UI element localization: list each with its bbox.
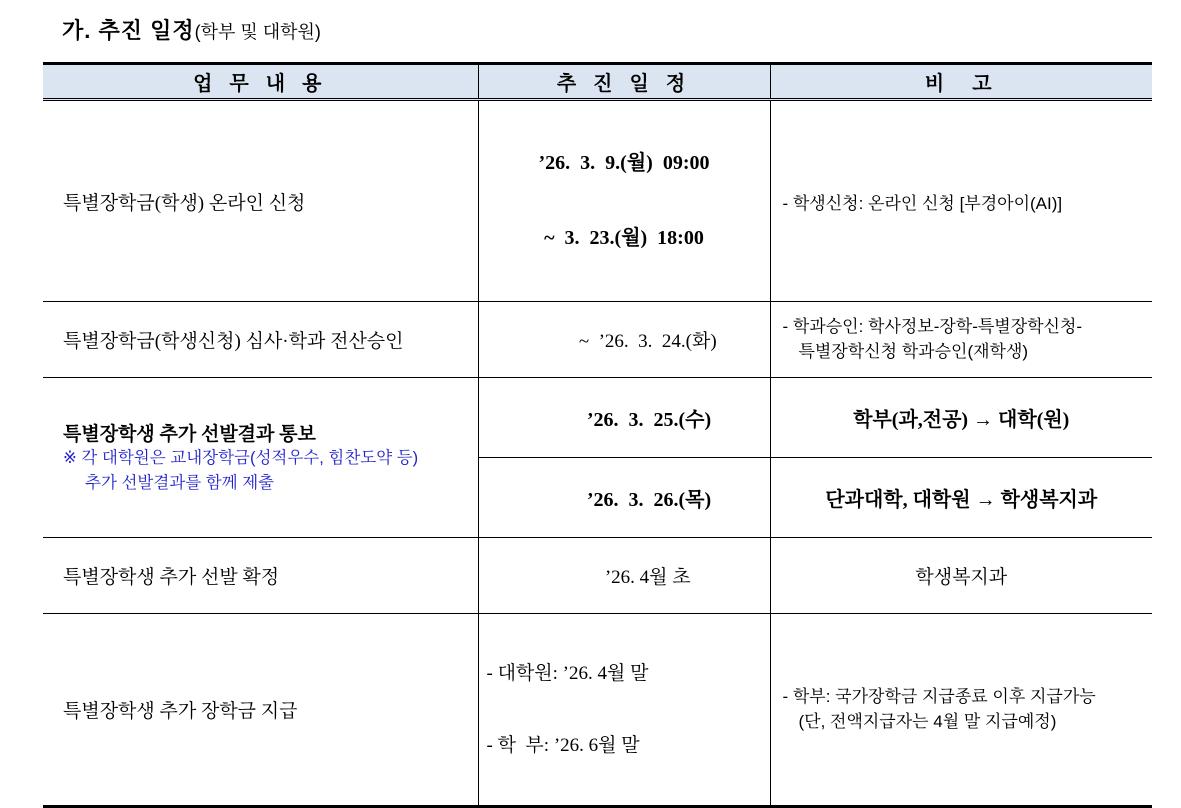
cell-schedule bbox=[478, 614, 770, 807]
schedule-label: ~ ’26. 3. 24.(화) bbox=[578, 331, 717, 352]
table-row-selection-confirm bbox=[43, 538, 1152, 614]
note-line: - 학생신청: 온라인 신청 [부경아이(AI)] bbox=[782, 193, 1063, 213]
table-header-row bbox=[43, 64, 1152, 100]
cell-note bbox=[770, 538, 1152, 614]
schedule-label: ’26. 3. 25.(수) bbox=[586, 409, 712, 431]
cell-note bbox=[770, 378, 1152, 458]
section-title bbox=[62, 14, 321, 45]
cell-note bbox=[770, 100, 1152, 302]
cell-schedule bbox=[478, 302, 770, 378]
schedule-table bbox=[43, 62, 1152, 808]
task-label: 특별장학금(학생신청) 심사·학과 전산승인 bbox=[63, 331, 404, 352]
note-line: - 학부: 국가장학금 지급종료 이후 지급가능 bbox=[782, 686, 1096, 706]
header-note: 비 고 bbox=[770, 64, 1152, 100]
table-row-online-application bbox=[43, 100, 1152, 302]
schedule-line: ~ 3. 23.(월) 18:00 bbox=[544, 227, 704, 249]
section-title-text: 가. 추진 일정 bbox=[62, 18, 195, 43]
header-schedule: 추 진 일 정 bbox=[478, 64, 770, 100]
table-row-scholarship-payment bbox=[43, 614, 1152, 807]
note-line: (단, 전액지급자는 4월 말 지급예정) bbox=[798, 711, 1057, 731]
task-label: 특별장학생 추가 선발 확정 bbox=[63, 567, 280, 588]
task-note-line: ※ 각 대학원은 교내장학금(성적우수, 힘찬도약 등) bbox=[63, 449, 419, 468]
schedule-line: - 대학원: ’26. 4월 말 bbox=[486, 663, 649, 684]
task-label: 특별장학금(학생) 온라인 신청 bbox=[63, 192, 306, 214]
note-line: 특별장학신청 학과승인(재학생) bbox=[798, 341, 1029, 361]
schedule-line: - 학 부: ’26. 6월 말 bbox=[486, 734, 640, 756]
cell-note bbox=[770, 458, 1152, 538]
cell-task bbox=[43, 614, 478, 807]
task-note bbox=[63, 446, 470, 496]
note-label: 학부(과,전공) → 대학(원) bbox=[853, 409, 1070, 431]
note-label: 학생복지과 bbox=[915, 567, 1008, 588]
task-label: 특별장학생 추가 선발결과 통보 bbox=[63, 424, 316, 446]
cell-note bbox=[770, 614, 1152, 807]
schedule-label: ’26. 4월 초 bbox=[604, 567, 691, 588]
section-title-subtext: (학부 및 대학원) bbox=[194, 22, 321, 42]
table-row-selection-notice-a bbox=[43, 378, 1152, 458]
schedule-label: ’26. 3. 26.(목) bbox=[586, 489, 712, 511]
cell-task bbox=[43, 302, 478, 378]
note-line: - 학과승인: 학사정보-장학-특별장학신청- bbox=[782, 316, 1083, 336]
table-row-department-approval bbox=[43, 302, 1152, 378]
cell-schedule bbox=[478, 458, 770, 538]
cell-task-merged bbox=[43, 378, 478, 538]
cell-task bbox=[43, 100, 478, 302]
cell-schedule bbox=[478, 538, 770, 614]
cell-note bbox=[770, 302, 1152, 378]
task-note-line: 추가 선발결과를 함께 제출 bbox=[85, 474, 275, 492]
note-label: 단과대학, 대학원 → 학생복지과 bbox=[825, 489, 1098, 511]
task-label: 특별장학생 추가 장학금 지급 bbox=[63, 701, 298, 723]
cell-schedule bbox=[478, 378, 770, 458]
cell-task bbox=[43, 538, 478, 614]
schedule-line: ’26. 3. 9.(월) 09:00 bbox=[538, 152, 710, 174]
cell-schedule bbox=[478, 100, 770, 302]
header-task: 업 무 내 용 bbox=[43, 64, 478, 100]
